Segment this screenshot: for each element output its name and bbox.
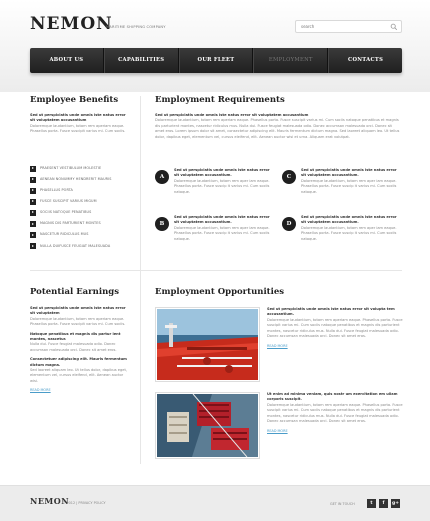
opportunity-1 bbox=[267, 307, 403, 350]
facebook-icon[interactable]: f bbox=[379, 499, 388, 508]
benefits-lead: Sed ut perspiciatis unde omnis iste natus error sit voluptatem accusantium bbox=[30, 113, 126, 123]
nav-about-us[interactable]: ABOUT US bbox=[30, 48, 104, 73]
opportunity-2 bbox=[267, 392, 403, 435]
requirements-text: Doloremque laudantium, totam rem aperiam eaque. Phasellus porta. Fusce suscipit varius mi. Cum sociis natoque penatibus et magnis dis parturient montes, nascetur ridiculus mus. Nulla dui. Fusce feugiat malesuada odio. Donec accumsan malesuada orci. Donec sit amet eros. Lorem ipsum dolor sit amet, consectetur adipiscing elit. Mauris fermentum dictum magna. Sed laoreet aliquam leo. Ut tellus dolor, dapibus eget, elementum vel, cursus eleifend, elit. Aenean auctor wisi et urna. Aliquam erat volutpat. bbox=[155, 118, 400, 139]
requirement-body bbox=[301, 215, 402, 242]
requirement-lead: Sed ut perspiciatis unde omnis iste natus error sit voluptatem accusantium. bbox=[174, 215, 270, 225]
requirement-text: Doloremque laudantium, totam rem aper iam eaque. Phasellus porta. Fusce suscip it varius mi. Cum sociis natoque. bbox=[301, 225, 397, 241]
footer-copyright[interactable]: © 2012 | PRIVACY POLICY bbox=[62, 501, 106, 505]
requirement-c bbox=[282, 168, 402, 208]
earnings-lead-2: Natoque penatibus et magnis dis partur ient montes, nascetur. bbox=[30, 331, 121, 342]
list-item-label: PHASELLUS PORTA bbox=[40, 188, 73, 193]
arrow-right-icon bbox=[30, 199, 36, 205]
badge-c: C bbox=[282, 170, 296, 184]
earnings-title: Potential Earnings bbox=[30, 287, 119, 297]
tagline: MARITIME SHIPPING COMPANY bbox=[106, 25, 166, 29]
arrow-right-icon bbox=[30, 166, 36, 172]
section-divider bbox=[30, 270, 402, 271]
list-item-label: NASCETUR RIDICULUS MUS bbox=[40, 232, 89, 237]
requirement-b bbox=[155, 215, 275, 255]
requirement-text: Doloremque laudantium, totam rem aper iam eaque. Phasellus porta. Fusce suscip it varius mi. Cum sociis natoque. bbox=[301, 178, 397, 194]
requirement-lead: Sed ut perspiciatis unde omnis iste natus error sit voluptatem accusantium. bbox=[301, 168, 397, 178]
arrow-right-icon bbox=[30, 243, 36, 249]
column-divider bbox=[140, 96, 141, 464]
main-nav bbox=[30, 48, 402, 73]
requirement-text: Doloremque laudantium, totam rem aper iam eaque. Phasellus porta. Fusce suscip it varius mi. Cum sociis natoque. bbox=[174, 178, 270, 194]
opportunities-title: Employment Opportunities bbox=[155, 287, 285, 297]
badge-a: A bbox=[155, 170, 169, 184]
earnings-read-more-link[interactable]: READ MORE bbox=[30, 388, 51, 393]
logo[interactable]: NEMON bbox=[30, 14, 113, 34]
badge-d: D bbox=[282, 217, 296, 231]
opportunity-read-more-link[interactable]: READ MORE bbox=[267, 344, 288, 349]
benefits-text: Doloremque laudantium, totam rem aperiam eaque. Phasellus porta. Fusce suscipit varius mi. Cum sociis. bbox=[30, 123, 126, 134]
nav-employment[interactable]: EMPLOYMENT bbox=[253, 48, 328, 73]
nav-capabilities[interactable]: CAPABILITIES bbox=[104, 48, 179, 73]
list-item[interactable] bbox=[30, 196, 130, 207]
opportunity-text: Doloremque laudantium, totam rem aperiam eaque. Phasellus porta. Fusce suscipit varius mi. Cum sociis natoque penatibus et magnis dis parturient montes, nascetur ridiculus mus. Nulla dui. Fusce feugiat malesuada odio. Donec accumsan malesuada orci. Donec sit amet eros. bbox=[267, 402, 403, 424]
list-item[interactable] bbox=[30, 218, 130, 229]
requirements-title: Employment Requirements bbox=[155, 95, 285, 105]
arrow-right-icon bbox=[30, 221, 36, 227]
requirement-a bbox=[155, 168, 275, 208]
list-item[interactable] bbox=[30, 241, 130, 252]
list-item-label: SOCIIS NATOQUE PENATIBUS bbox=[40, 210, 92, 215]
requirement-body bbox=[174, 168, 275, 195]
opportunity-lead: Sed ut perspiciatis unde omnis iste natus error sit volupta tem accusantium. bbox=[267, 307, 395, 317]
list-item-label: PRAESENT VESTIBULUM MOLESTIE bbox=[40, 165, 102, 170]
requirement-body bbox=[174, 215, 275, 242]
requirements-intro bbox=[155, 113, 402, 144]
benefits-intro bbox=[30, 113, 130, 139]
list-item[interactable] bbox=[30, 230, 130, 241]
footer bbox=[0, 485, 430, 521]
arrow-right-icon bbox=[30, 188, 36, 194]
nav-our-fleet[interactable]: OUR FLEET bbox=[179, 48, 254, 73]
nav-contacts[interactable]: CONTACTS bbox=[328, 48, 402, 73]
requirement-body bbox=[301, 168, 402, 195]
footer-logo[interactable]: NEMON bbox=[30, 496, 70, 506]
earnings-lead-1: Sed ut perspiciatis unde omnis iste natus error sit voluptatem bbox=[30, 306, 126, 316]
earnings-text-3: Sed laoreet aliquam leo. Ut tellus dolor, dapibus eget, elementum vel, cursus eleifend, elit. Aenean auctor wisi. bbox=[30, 368, 128, 383]
cargo-ship-image bbox=[155, 392, 260, 459]
earnings-lead-3: Consectetuer adipiscing elit. Mauris fermentum dictum magna. bbox=[30, 357, 127, 367]
requirement-d bbox=[282, 215, 402, 255]
arrow-right-icon bbox=[30, 177, 36, 183]
opportunity-lead: Ut enim ad minima veniam, quis nostr um exercitation em ullam corporis suscipit. bbox=[267, 392, 398, 402]
opportunity-read-more-link[interactable]: READ MORE bbox=[267, 429, 288, 434]
list-item-label: MAGNIS DIS PARTURIENT MONTES bbox=[40, 221, 101, 226]
requirements-lead: Sed ut perspiciatis unde omnis iste natus error sit voluptatem accusantium bbox=[155, 113, 309, 117]
earnings-text-1: Doloremque laudantium, totam rem aperiam eaque. Phasellus porta. Fusce suscipit varius mi. Cum sociis. bbox=[30, 316, 126, 327]
list-item-label: FUSCE SUSCIPIT VARIUS MIGUM bbox=[40, 199, 97, 204]
requirement-lead: Sed ut perspiciatis unde omnis iste natus error sit voluptatem accusantium. bbox=[301, 215, 397, 225]
arrow-right-icon bbox=[30, 210, 36, 216]
tanker-deck-image bbox=[155, 307, 260, 382]
requirement-text: Doloremque laudantium, totam rem aper iam eaque. Phasellus porta. Fusce suscip it varius mi. Cum sociis natoque. bbox=[174, 225, 270, 241]
earnings-text-2: Nulla dui. Fusce feugiat malesuada odio. Donec accumsan malesuada orci. Donec sit amet eros. bbox=[30, 342, 117, 352]
header bbox=[0, 0, 430, 92]
earnings-body bbox=[30, 306, 130, 398]
list-item[interactable] bbox=[30, 174, 130, 185]
badge-b: B bbox=[155, 217, 169, 231]
list-item[interactable] bbox=[30, 207, 130, 218]
twitter-icon[interactable]: t bbox=[367, 499, 376, 508]
search-box bbox=[295, 20, 402, 33]
arrow-right-icon bbox=[30, 232, 36, 238]
opportunity-text: Doloremque laudantium, totam rem aperiam eaque. Phasellus porta. Fusce suscipit varius mi. Cum sociis natoque penatibus et magnis dis parturient montes, nascetur ridiculus mus. Nulla dui. Fusce feugiat malesuada odio. Donec accumsan malesuada orci. Donec sit amet eros. bbox=[267, 317, 403, 339]
list-item-label: NULLA DUIFUSCE FEUGIAT MALESUADA bbox=[40, 243, 111, 248]
benefits-title: Employee Benefits bbox=[30, 95, 119, 105]
benefits-list bbox=[30, 163, 130, 252]
search-input[interactable] bbox=[296, 21, 386, 32]
list-item[interactable] bbox=[30, 185, 130, 196]
requirement-lead: Sed ut perspiciatis unde omnis iste natus error sit voluptatem accusantium. bbox=[174, 168, 270, 178]
google-plus-icon[interactable]: g+ bbox=[392, 501, 399, 506]
get-in-touch-label: GET IN TOUCH bbox=[330, 502, 355, 506]
list-item-label: AENEAN NONUMMY HENDRERIT MAURIS bbox=[40, 176, 112, 181]
search-icon[interactable] bbox=[390, 23, 398, 31]
list-item[interactable] bbox=[30, 163, 130, 174]
